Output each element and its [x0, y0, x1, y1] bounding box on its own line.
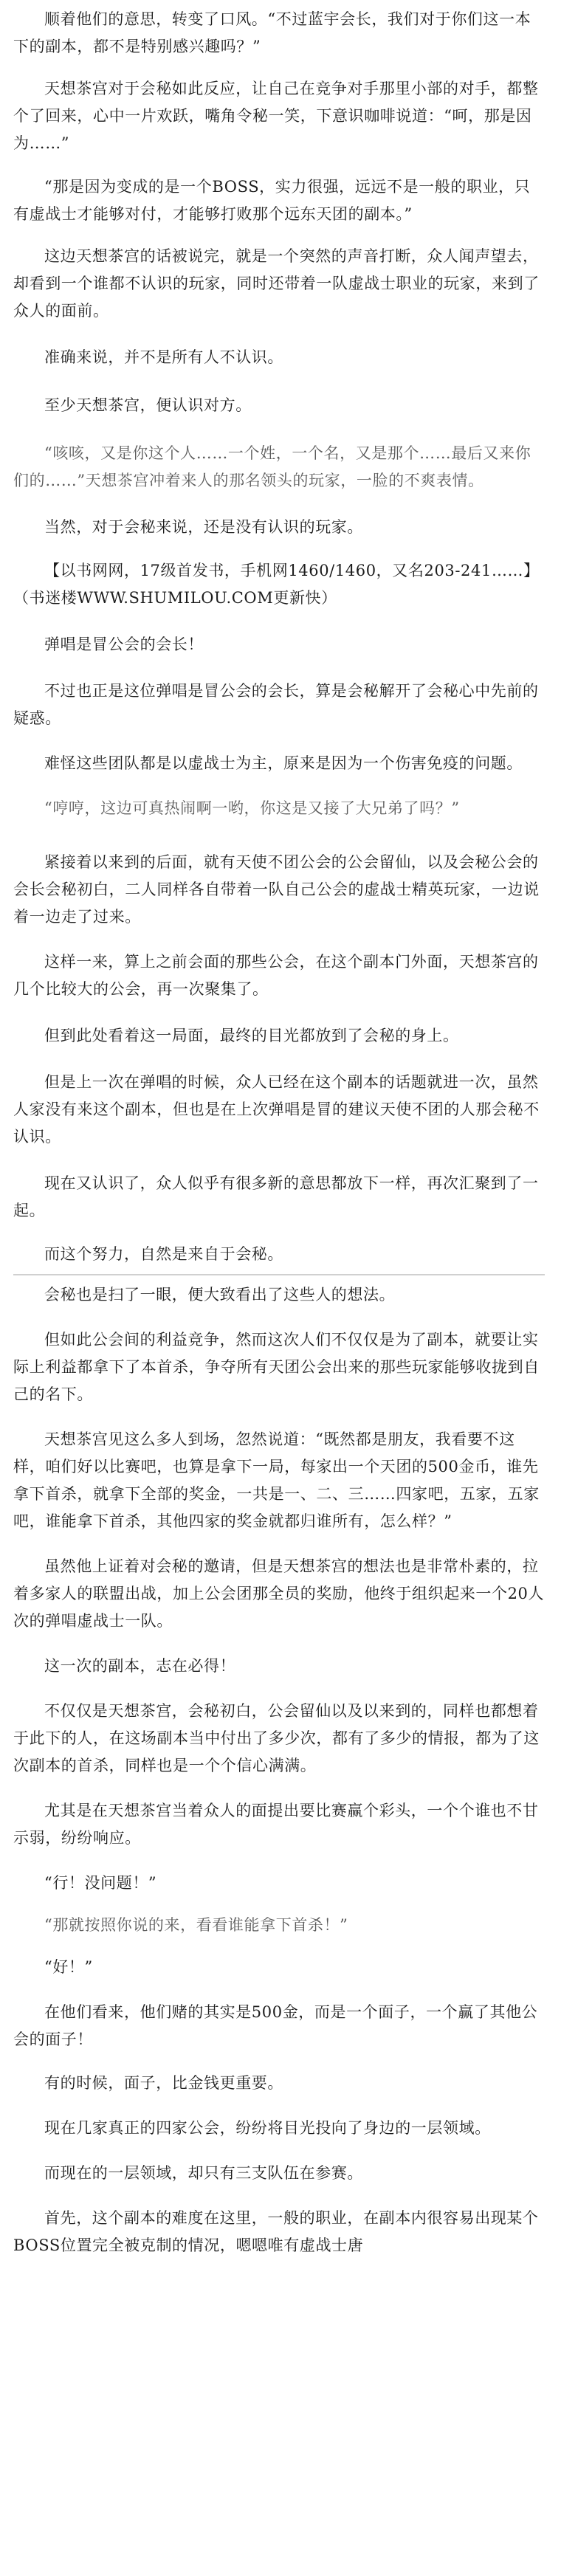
section-divider — [13, 1274, 545, 1275]
source-notice: 【以书网网，17级首发书，手机网1460/1460，又名203-241……】（书迷楼WWW.SHUMILOU.COM更新快） — [13, 562, 540, 607]
paragraph-6: 至少天想茶宫，便认识对方。 — [44, 396, 252, 414]
paragraph-33: 首先，这个副本的难度在这里，一般的职业，在副本内很容易出现某个BOSS位置完全被克制的情况，嗯嗯唯有虚战士唐 — [13, 2209, 539, 2254]
paragraph-32: 而现在的一层领域，却只有三支队伍在参赛。 — [44, 2164, 363, 2182]
paragraph-21: 天想茶宫见这么多人到场，忽然说道：“既然都是朋友，我看要不这样，咱们好以比赛吧，也算是拿下一局，每家出一个天团的500金币，谁先拿下首杀，就拿下全部的奖金，一共是一、二、三……四家吧，五家，五家吧，谁能拿下首杀，其他四家的奖金就都归谁所有，怎么样？” — [13, 1430, 540, 1530]
paragraph-7: “咳咳，又是你这个人……一个姓，一个名，又是那个……最后又来你们的……”天想茶宫冲着来人的那名领头的玩家，一脸的不爽表情。 — [13, 444, 531, 489]
paragraph-5: 准确来说，并不是所有人不认识。 — [44, 348, 283, 366]
paragraph-27: “那就按照你说的来，看看谁能拿下首杀！” — [44, 1916, 348, 1934]
paragraph-19: 会秘也是扫了一眼，便大致看出了这些人的想法。 — [44, 1286, 396, 1304]
paragraph-2: 天想茶宫对于会秘如此反应，让自己在竞争对手那里小部的对手，都整个了回来，心中一片欢跃，嘴角令秘一笑，下意识咖啡说道：“呵，那是因为……” — [13, 80, 539, 152]
paragraph-26: “行！没问题！” — [44, 1874, 157, 1892]
paragraph-18: 而这个努力，自然是来自于会秘。 — [44, 1245, 283, 1263]
paragraph-4: 这边天想茶宫的话被说完，就是一个突然的声音打断，众人闻声望去，却看到一个谁都不认识的玩家，同时还带着一队虚战士职业的玩家，来到了众人的面前。 — [13, 247, 540, 320]
paragraph-9: 弹唱是冒公会的会长！ — [44, 636, 204, 653]
paragraph-20: 但如此公会间的利益竞争，然而这次人们不仅仅是为了副本，就要让实际上利益都拿下了本首杀，争夺所有天团公会出来的那些玩家能够收拢到自己的名下。 — [13, 1331, 540, 1403]
paragraph-15: 但到此处看着这一局面，最终的目光都放到了会秘的身上。 — [44, 1027, 459, 1044]
paragraph-31: 现在几家真正的四家公会，纷纷将目光投向了身边的一层领域。 — [44, 2119, 491, 2137]
paragraph-12: “哼哼，这边可真热闹啊一哟，你这是又接了大兄弟了吗？” — [44, 799, 460, 817]
paragraph-30: 有的时候，面子，比金钱更重要。 — [44, 2074, 283, 2092]
paragraph-28: “好！” — [44, 1958, 93, 1976]
paragraph-8: 当然，对于会秘来说，还是没有认识的玩家。 — [44, 518, 363, 536]
paragraph-3: “那是因为变成的是一个BOSS，实力很强，远远不是一般的职业，只有虚战士才能够对付，才能够打败那个远东天团的副本。” — [13, 178, 531, 223]
paragraph-24: 不仅仅是天想茶宫，会秘初白，公会留仙以及以来到的，同样也都想着于此下的人，在这场副本当中付出了多少次，都有了多少的情报，都为了这次副本的首杀，同样也是一个个信心满满。 — [13, 1702, 540, 1774]
paragraph-29: 在他们看来，他们赌的其实是500金，而是一个面子，一个赢了其他公会的面子！ — [13, 2003, 538, 2048]
paragraph-14: 这样一来，算上之前会面的那些公会，在这个副本门外面，天想茶宫的几个比较大的公会，再一次聚集了。 — [13, 953, 539, 998]
paragraph-22: 虽然他上证着对会秘的邀请，但是天想茶宫的想法也是非常朴素的，拉着多家人的联盟出战，加上公会团那全员的奖励，他终于组织起来一个20人次的弹唱虚战士一队。 — [13, 1557, 545, 1630]
paragraph-13: 紧接着以来到的后面，就有天使不团公会的公会留仙，以及会秘公会的会长会秘初白，二人同样各自带着一队自己公会的虚战士精英玩家，一边说着一边走了过来。 — [13, 853, 540, 926]
paragraph-16: 但是上一次在弹唱的时候，众人已经在这个副本的话题就进一次，虽然人家没有来这个副本，但也是在上次弹唱是冒的建议天使不团的人那会秘不认识。 — [13, 1073, 540, 1146]
paragraph-17: 现在又认识了，众人似乎有很多新的意思都放下一样，再次汇聚到了一起。 — [13, 1174, 539, 1219]
paragraph-25: 尤其是在天想茶宫当着众人的面提出要比赛赢个彩头，一个个谁也不甘示弱，纷纷响应。 — [13, 1802, 539, 1847]
paragraph-1: 顺着他们的意思，转变了口风。“不过蓝宇会长，我们对于你们这一本下的副本，都不是特别感兴趣吗？” — [13, 10, 531, 55]
paragraph-23: 这一次的副本，志在必得！ — [44, 1657, 236, 1675]
paragraph-11: 难怪这些团队都是以虚战士为主，原来是因为一个伤害免疫的问题。 — [44, 754, 523, 772]
paragraph-10: 不过也正是这位弹唱是冒公会的会长，算是会秘解开了会秘心中先前的疑惑。 — [13, 682, 539, 727]
